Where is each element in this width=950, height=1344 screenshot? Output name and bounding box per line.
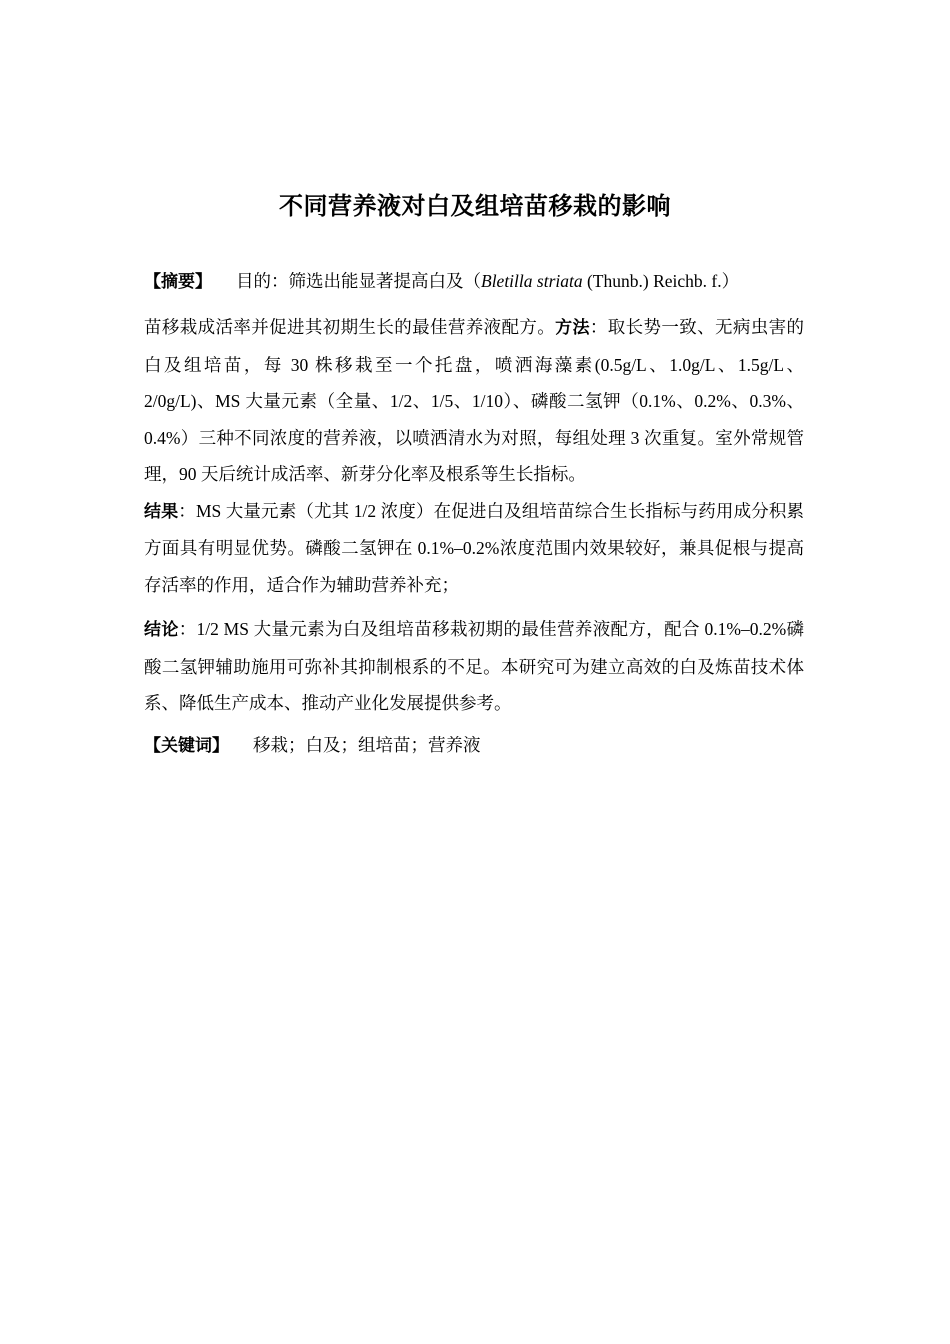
abstract-label: 【摘要】: [144, 272, 212, 292]
abstract-heading-line: [144, 266, 804, 297]
conclusion-label: 结论: [144, 620, 179, 640]
conclusion-paragraph: [144, 611, 804, 722]
methods-label: 方法: [555, 318, 590, 338]
keywords-line: [144, 730, 804, 761]
species-author: (Thunb.) Reichb. f.）: [582, 271, 740, 291]
keywords-text: 移栽；白及；组培苗；营养液: [253, 734, 481, 755]
results-label: 结果: [144, 501, 179, 522]
methods-text: ：取长势一致、无病虫害的白及组培苗，每 30 株移栽至一个托盘，喷洒海藻素(0.5g/L、1.0g/L、1.5g/L、2/0g/L)、MS 大量元素（全量、1/2、1/5、1/10）、磷酸二氢钾（0.1%、0.2%、0.3%、0.4%）三种不同浓度的营养液，以喷洒清水为对照，每组处理 3 次重复。室外常规管理，90 天后统计成活率、新芽分化率及根系等生长指标。: [144, 317, 804, 484]
abstract-section: [144, 266, 804, 761]
keywords-label: 【关键词】: [144, 735, 229, 756]
purpose-text: 苗移栽成活率并促进其初期生长的最佳营养液配方。: [144, 317, 556, 337]
species-name: Bletilla striata: [481, 271, 583, 291]
purpose-methods-paragraph: [144, 309, 804, 603]
paper-title: 不同营养液对白及组培苗移栽的影响: [279, 192, 671, 220]
results-text: ：MS 大量元素（尤其 1/2 浓度）在促进白及组培苗综合生长指标与药用成分积累方面具有明显优势。磷酸二氢钾在 0.1%–0.2%浓度范围内效果较好，兼具促根与提高存活率的作用，适合作为辅助营养补充；: [144, 500, 805, 595]
conclusion-text: ：1/2 MS 大量元素为白及组培苗移栽初期的最佳营养液配方，配合 0.1%–0.2%磷酸二氢钾辅助施用可弥补其抑制根系的不足。本研究可为建立高效的白及炼苗技术体系、降低生产成本、推动产业化发展提供参考。: [144, 619, 805, 713]
purpose-prefix: 目的：筛选出能显著提高白及（: [236, 271, 481, 291]
